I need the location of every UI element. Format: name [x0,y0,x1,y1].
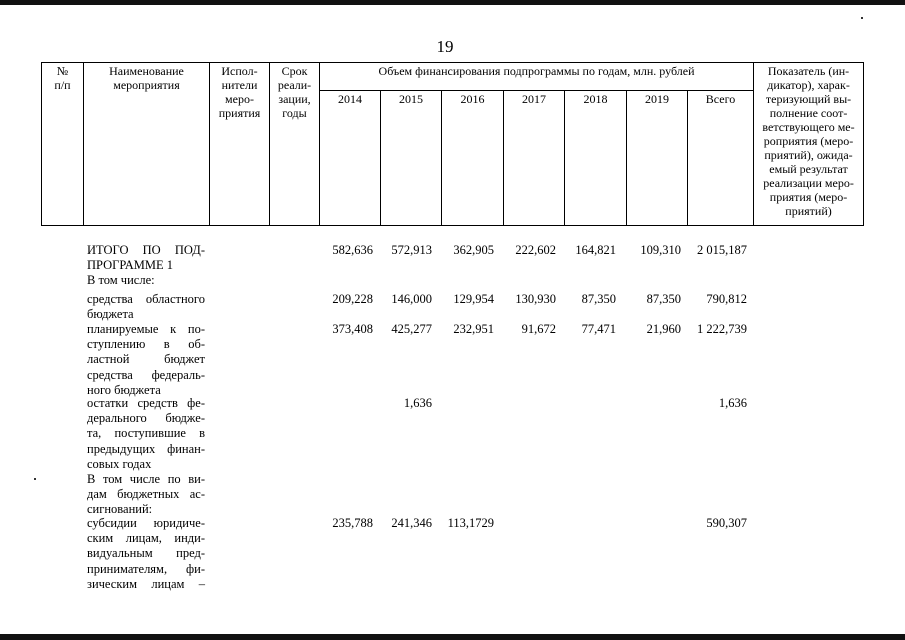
value-total: 1 222,739 [697,322,747,336]
row-label-line: принимателям, фи- [87,561,205,576]
header-indicator-col: Показатель (ин- дикатор), харак- теризующий вы- полнение соот- ветствующего ме- роприятия (меро- приятий), ожида- емый результат реализации меро- приятия (меро- приятий) [754,63,864,226]
row-label [87,292,205,322]
row-label-line: средства областного [87,292,205,306]
value-total: 590,307 [706,516,747,530]
page-number: 19 [436,37,454,56]
value-total: 790,812 [706,292,747,306]
value-2014: 582,636 [332,243,373,257]
header-year-2014: 2014 [320,91,381,226]
row-label-line: видуальным пред- [87,546,205,561]
header-total: Всего [688,91,754,226]
row-label-line: В том числе: [87,273,155,288]
row-label-line: ластной бюджет [87,352,205,367]
scan-bottom-border [0,634,905,640]
value-2018: 164,821 [575,243,616,257]
value-2016: 362,905 [453,243,494,257]
scan-speck [34,478,36,480]
value-2017: 91,672 [521,322,556,336]
value-2016: 129,954 [453,292,494,306]
row-label-line: средства федераль- [87,367,205,382]
value-2019: 109,310 [640,243,681,257]
row-label-line: дам бюджетных ас- [87,487,205,502]
row-label-line: дерального бюдже- [87,411,205,426]
row-label-line: зическим лицам – [87,576,205,591]
value-total: 1,636 [718,396,747,410]
row-label-line: ским лицам, инди- [87,531,205,546]
row-label-line: предыдущих финан- [87,441,205,456]
value-2018: 77,471 [581,322,616,336]
row-label [87,322,205,398]
row-label-line: совых годах [87,456,152,471]
row-label-line: ИТОГО ПО ПОД- [87,243,205,257]
row-label-line: бюджета [87,307,134,322]
value-2015: 241,346 [391,516,432,530]
value-2015: 1,636 [403,396,432,410]
header-year-2016: 2016 [442,91,504,226]
value-2016: 113,1729 [447,516,494,530]
scan-top-border [0,0,905,5]
header-term-col: Срок реали- зации, годы [270,63,320,226]
value-2017: 222,602 [515,243,556,257]
header-number-col: № п/п [42,63,84,226]
row-label-line: сигнований: [87,502,153,517]
value-2018: 87,350 [581,292,616,306]
value-2015: 572,913 [391,243,432,257]
value-2015: 146,000 [391,292,432,306]
header-year-2019: 2019 [627,91,688,226]
value-total: 2 015,187 [697,243,747,257]
row-label [87,516,205,592]
row-label-line: планируемые к по- [87,322,205,336]
value-2014: 209,228 [332,292,373,306]
row-label-line: ПРОГРАММЕ 1 [87,258,174,273]
row-label-line: остатки средств фе- [87,396,205,410]
table-header [41,62,864,226]
value-2016: 232,951 [453,322,494,336]
row-label [87,396,205,518]
header-finance-col: Объем финансирования подпрограммы по годам, млн. рублей [320,63,754,91]
row-label-line: та, поступившие в [87,426,205,441]
row-label-line: ступлению в об- [87,337,205,352]
scan-speck [861,17,863,19]
header-executors-col: Испол- нители меро- приятия [210,63,270,226]
value-2015: 425,277 [391,322,432,336]
row-label [87,243,205,289]
header-year-2015: 2015 [381,91,442,226]
row-label-line: ного бюджета [87,382,161,397]
value-2019: 21,960 [646,322,681,336]
header-name-col: Наименование мероприятия [84,63,210,226]
value-2014: 235,788 [332,516,373,530]
row-label-line: В том числе по ви- [87,472,205,487]
value-2014: 373,408 [332,322,373,336]
row-label-line: субсидии юридиче- [87,516,205,530]
header-year-2018: 2018 [565,91,627,226]
value-2019: 87,350 [646,292,681,306]
header-year-2017: 2017 [504,91,565,226]
value-2017: 130,930 [515,292,556,306]
